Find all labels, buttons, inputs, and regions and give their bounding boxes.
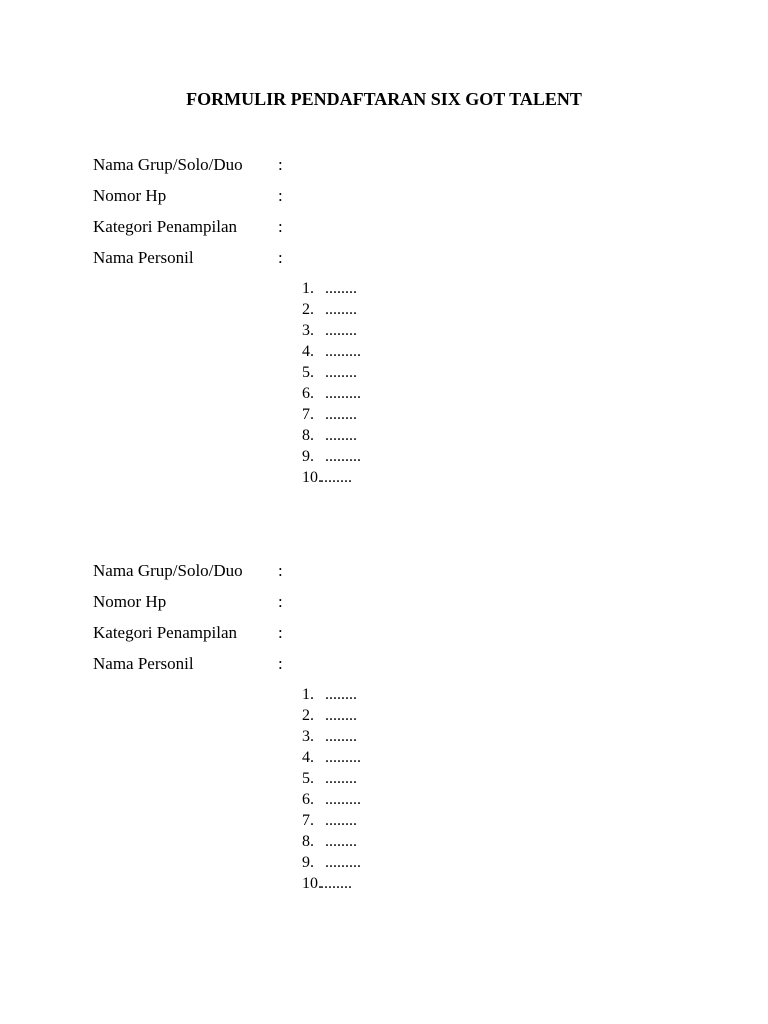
member-blank: ........: [325, 770, 357, 787]
field-members: [93, 248, 653, 279]
member-number: 5.: [302, 770, 314, 787]
member-number: 8.: [302, 833, 314, 850]
member-number: 7.: [302, 812, 314, 829]
member-blank: ........: [325, 812, 357, 829]
member-blank: .........: [325, 791, 361, 808]
registration-form-2: [93, 561, 653, 895]
member-blank: ........: [325, 280, 357, 297]
member-number: 1.: [302, 686, 314, 703]
member-blank: ........: [325, 427, 357, 444]
member-item: [302, 832, 653, 853]
field-group-name: [93, 155, 653, 186]
field-colon: :: [278, 217, 283, 236]
member-blank: ........: [320, 469, 352, 486]
member-item: [302, 468, 653, 489]
members-list: [302, 685, 653, 895]
member-number: 6.: [302, 791, 314, 808]
field-phone: [93, 186, 653, 217]
member-blank: ........: [325, 406, 357, 423]
member-item: [302, 727, 653, 748]
member-number: 7.: [302, 406, 314, 423]
field-label: Nama Personil: [93, 654, 194, 673]
field-colon: :: [278, 623, 283, 642]
member-item: [302, 279, 653, 300]
member-item: [302, 853, 653, 874]
field-label: Kategori Penampilan: [93, 623, 237, 642]
member-number: 10.: [302, 875, 322, 892]
field-label: Kategori Penampilan: [93, 217, 237, 236]
registration-form-1: [93, 155, 653, 489]
member-number: 8.: [302, 427, 314, 444]
member-item: [302, 685, 653, 706]
field-colon: :: [278, 186, 283, 205]
field-colon: :: [278, 654, 283, 673]
field-label: Nomor Hp: [93, 186, 167, 205]
field-label: Nama Grup/Solo/Duo: [93, 155, 243, 174]
member-blank: .........: [325, 749, 361, 766]
member-number: 4.: [302, 343, 314, 360]
members-list: [302, 279, 653, 489]
member-blank: ........: [325, 301, 357, 318]
member-item: [302, 748, 653, 769]
member-number: 4.: [302, 749, 314, 766]
member-number: 9.: [302, 854, 314, 871]
field-phone: [93, 592, 653, 623]
field-label: Nama Grup/Solo/Duo: [93, 561, 243, 580]
member-item: [302, 447, 653, 468]
member-number: 5.: [302, 364, 314, 381]
member-blank: .........: [325, 854, 361, 871]
member-item: [302, 321, 653, 342]
member-item: [302, 874, 653, 895]
field-label: Nama Personil: [93, 248, 194, 267]
member-blank: ........: [325, 364, 357, 381]
member-item: [302, 790, 653, 811]
member-item: [302, 342, 653, 363]
page-title: FORMULIR PENDAFTARAN SIX GOT TALENT: [186, 89, 582, 109]
member-number: 2.: [302, 301, 314, 318]
member-number: 10.: [302, 469, 322, 486]
member-number: 3.: [302, 322, 314, 339]
field-category: [93, 623, 653, 654]
member-item: [302, 300, 653, 321]
member-blank: ........: [325, 833, 357, 850]
field-colon: :: [278, 248, 283, 267]
member-item: [302, 363, 653, 384]
member-item: [302, 811, 653, 832]
member-item: [302, 426, 653, 447]
member-number: 2.: [302, 707, 314, 724]
member-number: 6.: [302, 385, 314, 402]
member-blank: ........: [325, 686, 357, 703]
member-blank: .........: [325, 448, 361, 465]
member-item: [302, 405, 653, 426]
field-colon: :: [278, 592, 283, 611]
field-label: Nomor Hp: [93, 592, 167, 611]
member-blank: ........: [325, 322, 357, 339]
member-blank: .........: [325, 343, 361, 360]
member-blank: ........: [325, 707, 357, 724]
field-group-name: [93, 561, 653, 592]
member-item: [302, 706, 653, 727]
member-item: [302, 384, 653, 405]
field-category: [93, 217, 653, 248]
field-colon: :: [278, 155, 283, 174]
member-number: 1.: [302, 280, 314, 297]
member-number: 3.: [302, 728, 314, 745]
member-blank: ........: [320, 875, 352, 892]
member-blank: ........: [325, 728, 357, 745]
field-colon: :: [278, 561, 283, 580]
member-number: 9.: [302, 448, 314, 465]
member-item: [302, 769, 653, 790]
member-blank: .........: [325, 385, 361, 402]
field-members: [93, 654, 653, 685]
